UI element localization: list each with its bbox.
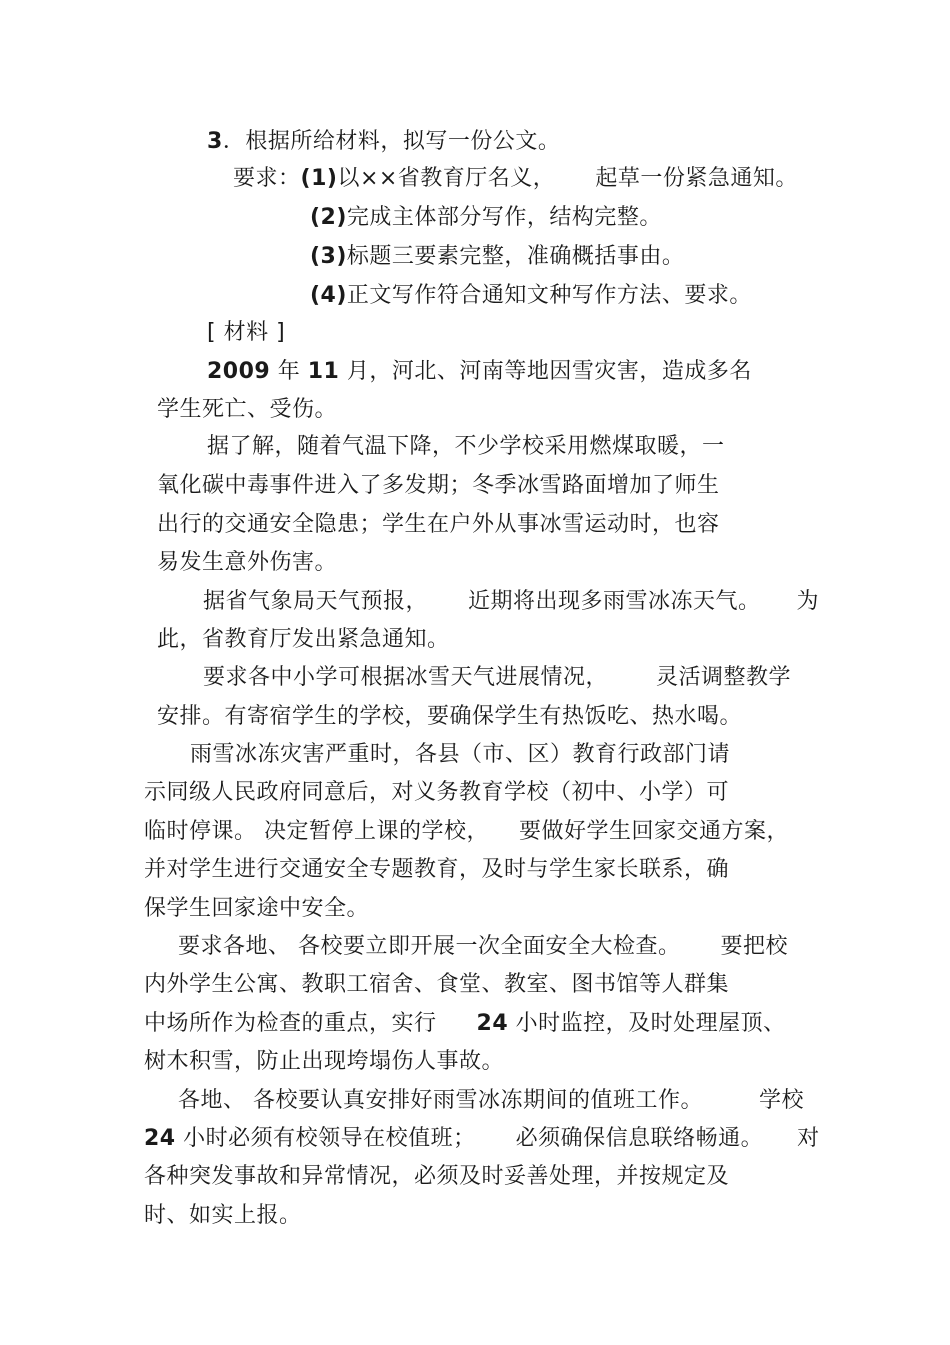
task-number: 3 [207, 129, 223, 154]
material-p2-line1: 据了解，随着气温下降，不少学校采用燃煤取暖，一 [207, 434, 725, 459]
requirement-3-text: 标题三要素完整，准确概括事由。 [346, 244, 685, 269]
requirement-3 [310, 242, 684, 272]
material-p2-line3: 出行的交通安全隐患；学生在户外从事冰雪运动时，也容 [157, 512, 720, 537]
material-p6-a: 要求各地、 各校要立即开展一次全面安全大检查。 [178, 934, 681, 959]
material-p5-line2: 示同级人民政府同意后，对义务教育学校（初中、小学）可 [144, 780, 730, 805]
material-p5-line3 [144, 817, 789, 847]
material-p6-hours: 24 [476, 1011, 509, 1036]
requirement-1-text-a: 以××省教育厅名义， [337, 166, 556, 191]
requirement-2-number: (2) [310, 205, 347, 230]
material-p7-line4: 时、如实上报。 [144, 1203, 302, 1228]
material-p6-line1 [178, 932, 788, 962]
material-p7-e: 对 [797, 1126, 820, 1151]
material-p2-line4: 易发生意外伤害。 [157, 550, 338, 575]
material-p7-line1 [178, 1086, 804, 1116]
requirement-1-number: (1) [300, 166, 338, 191]
requirement-2 [310, 203, 662, 233]
material-heading: [ 材料 ] [207, 320, 286, 345]
material-year-unit: 年 [270, 359, 308, 384]
material-p6-line4: 树木积雪，防止出现垮塌伤人事故。 [144, 1049, 505, 1074]
material-p1-rest: 月，河北、河南等地因雪灾害，造成多名 [339, 359, 752, 384]
material-p4-line1 [203, 663, 791, 693]
material-p3-a: 据省气象局天气预报， [203, 589, 429, 614]
requirement-4-number: (4) [310, 283, 347, 308]
material-p5-a: 临时停课。 决定暂停上课的学校， [144, 819, 489, 844]
material-p5-line1: 雨雪冰冻灾害严重时，各县（市、区）教育行政部门请 [190, 742, 731, 767]
material-p3-line2: 此，省教育厅发出紧急通知。 [157, 627, 450, 652]
material-p6-d: 小时监控，及时处理屋顶、 [508, 1011, 786, 1036]
material-p3-b: 近期将出现多雨雪冰冻天气。 [468, 589, 761, 614]
material-p5-b: 要做好学生回家交通方案， [519, 819, 790, 844]
material-p7-b: 学校 [759, 1088, 805, 1113]
material-p7-c: 小时必须有校领导在校值班； [175, 1126, 476, 1151]
requirement-2-text: 完成主体部分写作，结构完整。 [346, 205, 662, 230]
material-p4-line2: 安排。有寄宿学生的学校，要确保学生有热饭吃、热水喝。 [157, 704, 743, 729]
material-p6-line3 [144, 1009, 786, 1039]
material-p7-line2 [144, 1124, 820, 1154]
material-p1-line1 [207, 357, 752, 387]
material-p3-line1 [203, 587, 819, 617]
material-year: 2009 [207, 359, 271, 384]
material-p5-line4: 并对学生进行交通安全专题教育，及时与学生家长联系，确 [144, 857, 730, 882]
material-month: 11 [307, 359, 340, 384]
material-p4-b: 灵活调整教学 [656, 665, 792, 690]
requirement-1-text-b: 起草一份紧急通知。 [595, 166, 798, 191]
material-p4-a: 要求各中小学可根据冰雪天气进展情况， [203, 665, 609, 690]
material-p7-hours: 24 [144, 1126, 176, 1151]
material-p7-a: 各地、 各校要认真安排好雨雪冰冻期间的值班工作。 [178, 1088, 703, 1113]
requirement-3-number: (3) [310, 244, 347, 269]
material-p6-line2: 内外学生公寓、教职工宿舍、食堂、教室、图书馆等人群集 [144, 972, 730, 997]
material-p6-b: 要把校 [720, 934, 789, 959]
material-p1-line2: 学生死亡、受伤。 [157, 397, 338, 422]
task-title-text: ．根据所给材料，拟写一份公文。 [222, 129, 561, 154]
material-p2-line2: 氧化碳中毒事件进入了多发期；冬季冰雪路面增加了师生 [157, 473, 720, 498]
requirement-1 [233, 164, 798, 194]
material-p7-line3: 各种突发事故和异常情况，必须及时妥善处理，并按规定及 [144, 1164, 730, 1189]
material-p6-c: 中场所作为检查的重点，实行 [144, 1011, 437, 1036]
task-title [207, 127, 560, 157]
requirement-label: 要求： [233, 166, 301, 191]
material-p3-c: 为 [796, 589, 820, 614]
material-p7-d: 必须确保信息联络畅通。 [515, 1126, 764, 1151]
requirement-4-text: 正文写作符合通知文种写作方法、要求。 [346, 283, 752, 308]
requirement-4 [310, 281, 752, 311]
material-p5-line5: 保学生回家途中安全。 [144, 896, 370, 921]
